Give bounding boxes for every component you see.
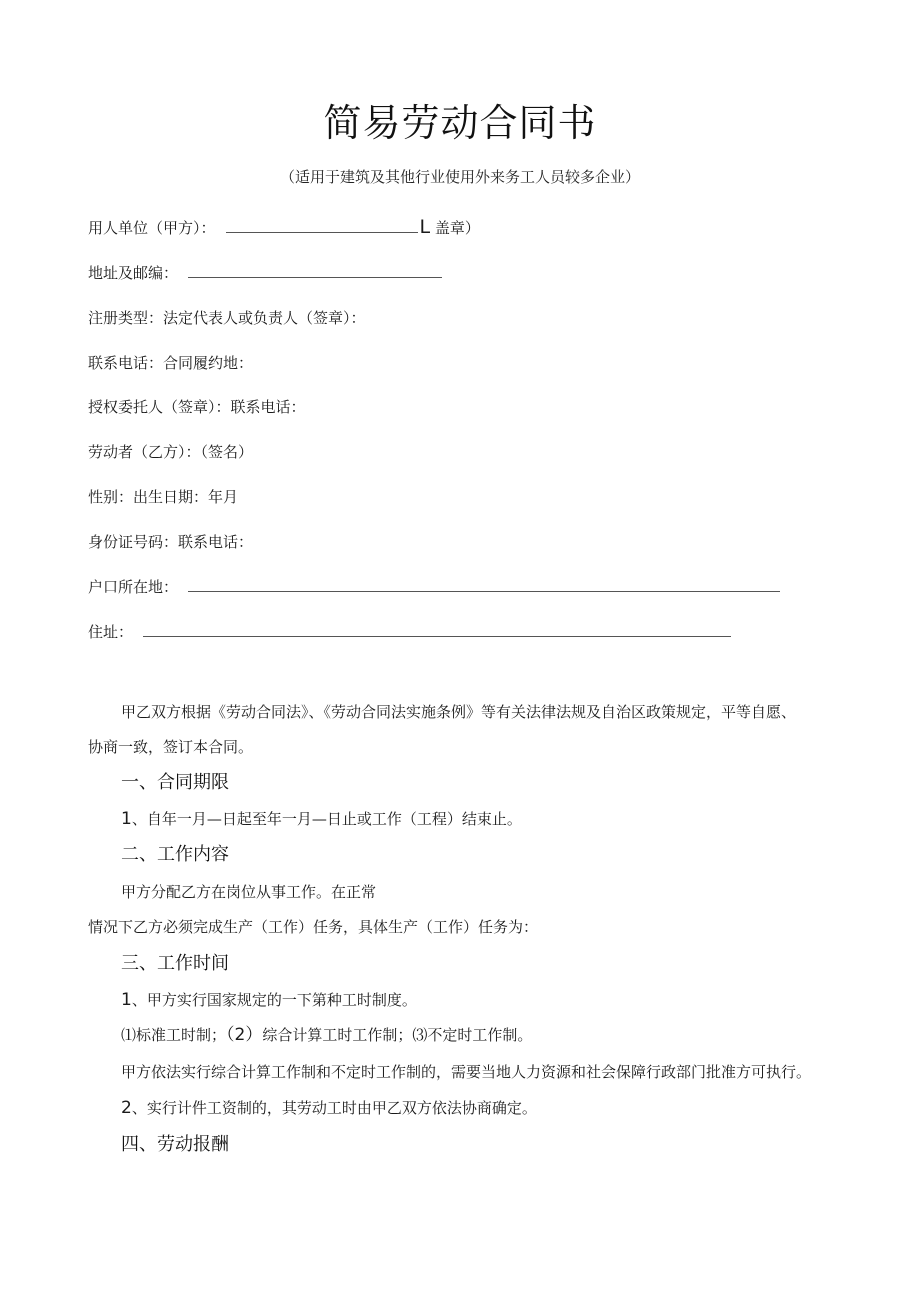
section2-heading: 二、工作内容 (121, 844, 229, 865)
intro-paragraph-line2: 协商一致，签订本合同。 (88, 738, 254, 756)
gender-line: 性别：出生日期：年月 (88, 488, 239, 506)
section3-paragraph2: 甲方依法实行综合计算工作制和不定时工作制的，需要当地人力资源和社会保障行政部门批准方可执行。 (121, 1063, 812, 1081)
worker-line: 劳动者（乙方）：（签名） (88, 443, 254, 461)
residence-blank[interactable] (143, 622, 731, 637)
section3-item1 (121, 988, 417, 1012)
section3-option2-number: （2） (226, 1025, 263, 1045)
section3-item2 (121, 1096, 537, 1120)
employer-field (88, 215, 480, 240)
phone-line: 联系电话：合同履约地： (88, 354, 254, 372)
section3-options (121, 1023, 532, 1047)
residence-field (88, 620, 731, 644)
hukou-label: 户口所在地： (88, 578, 179, 596)
section1-item1-number: 1 (121, 809, 132, 829)
section3-item1-text: 、甲方实行国家规定的一下第种工时制度。 (131, 991, 417, 1009)
hukou-blank[interactable] (188, 577, 780, 592)
address-blank[interactable] (188, 263, 442, 278)
section4-heading: 四、劳动报酬 (121, 1134, 229, 1155)
section3-option1: ⑴标准工时制； (121, 1026, 227, 1044)
residence-label: 住址： (88, 623, 134, 641)
agent-line: 授权委托人（签章）：联系电话： (88, 398, 306, 416)
employer-label: 用人单位（甲方）： (88, 219, 216, 237)
address-label: 地址及邮编： (88, 264, 179, 282)
registration-line: 注册类型：法定代表人或负责人（签章）： (88, 309, 366, 327)
section3-heading: 三、工作时间 (121, 953, 229, 974)
id-line: 身份证号码：联系电话： (88, 533, 254, 551)
employer-blank[interactable] (226, 218, 418, 233)
section3-item2-text: 、实行计件工资制的，其劳动工时由甲乙双方依法协商确定。 (131, 1099, 537, 1117)
section3-item2-number: 2 (121, 1098, 132, 1118)
section2-paragraph2: 情况下乙方必须完成生产（工作）任务，具体生产（工作）任务为： (88, 918, 539, 936)
document-subtitle: （适用于建筑及其他行业使用外来务工人员较多企业） (279, 168, 640, 186)
section1-item1-text: 、自年一月—日起至年一月—日止或工作（工程）结束止。 (131, 810, 522, 828)
section2-paragraph1: 甲方分配乙方在岗位从事工作。在正常 (121, 883, 377, 901)
section1-item1 (121, 807, 522, 831)
address-field (88, 261, 442, 285)
intro-paragraph-line1: 甲乙双方根据《劳动合同法》、《劳动合同法实施条例》等有关法律法规及自治区政策规定，平等自愿、 (121, 703, 797, 721)
hukou-field (88, 575, 780, 599)
employer-mark: L (419, 216, 431, 238)
section1-heading: 一、合同期限 (121, 772, 229, 793)
section3-option2: 综合计算工时工作制；⑶不定时工作制。 (262, 1026, 533, 1044)
document-title: 简易劳动合同书 (323, 101, 597, 145)
section3-item1-number: 1 (121, 990, 132, 1010)
employer-seal: 盖章） (434, 219, 480, 237)
